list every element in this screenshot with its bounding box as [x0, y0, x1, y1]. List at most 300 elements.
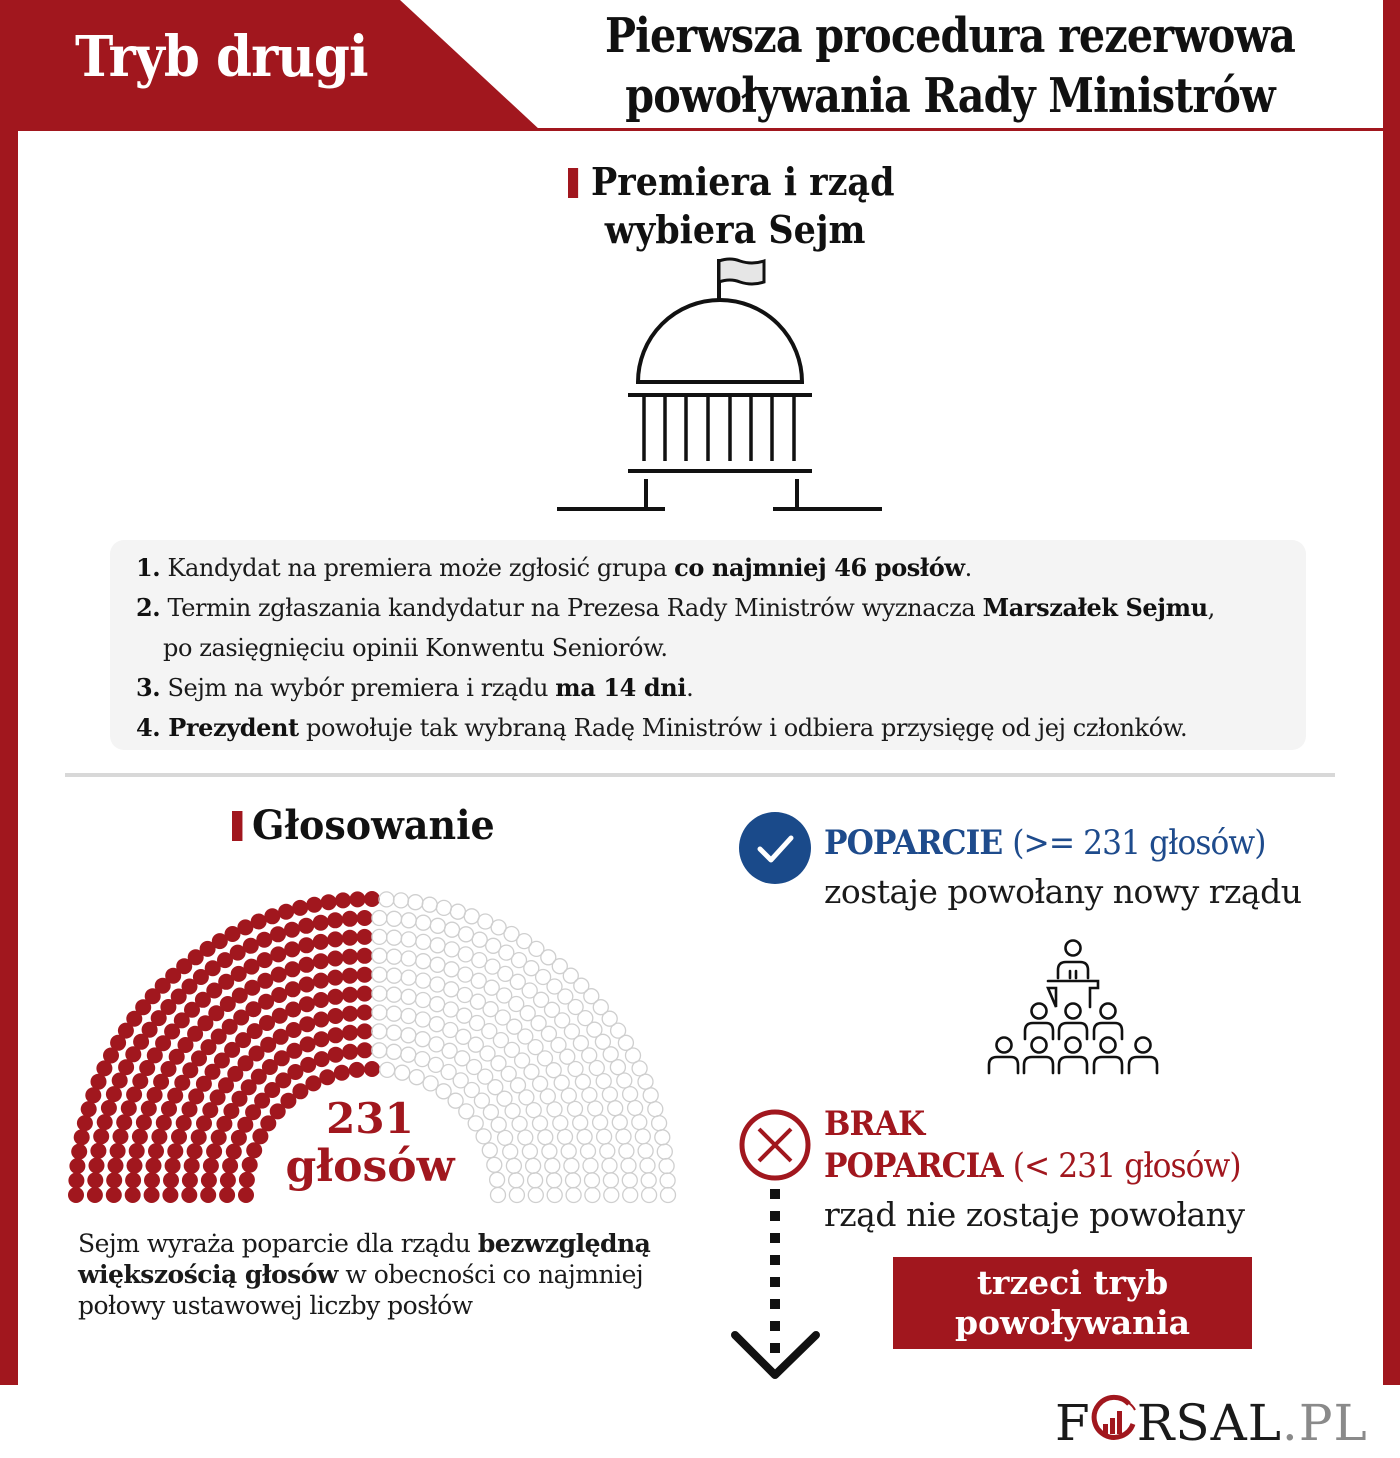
seat-support [357, 910, 373, 926]
seat-other [495, 1010, 510, 1025]
seat-support [251, 1069, 267, 1085]
seat-other [603, 1047, 618, 1062]
seat-support [292, 900, 308, 916]
seat-other [380, 1062, 395, 1077]
seat-support [205, 960, 221, 976]
seat-support [220, 996, 236, 1012]
check-circle-icon [739, 812, 811, 884]
seat-other [564, 1024, 579, 1039]
seat-other [546, 1063, 561, 1078]
seat-support [93, 1128, 109, 1144]
seat-support [357, 1042, 373, 1058]
seat-other [505, 1104, 520, 1119]
seat-support [357, 986, 373, 1002]
seat-support [247, 1023, 263, 1039]
seat-support [239, 1172, 255, 1188]
seat-support [69, 1158, 85, 1174]
seat-support [171, 989, 187, 1005]
seat-other [526, 1158, 541, 1173]
seat-other [441, 1065, 456, 1080]
rule-item [136, 668, 1306, 708]
seat-support [188, 1088, 204, 1104]
support-title [824, 822, 1266, 864]
seat-support [142, 1022, 158, 1038]
section-title-line2: wybiera Sejm [604, 207, 866, 252]
seat-support [200, 1187, 216, 1203]
seat-other [493, 1033, 508, 1048]
seat-other [372, 1024, 387, 1039]
seat-other [372, 1043, 387, 1058]
seat-support [275, 1072, 291, 1088]
seat-other [470, 994, 485, 1009]
seat-other [511, 1078, 526, 1093]
seat-support [237, 1117, 253, 1133]
seat-support [313, 1031, 329, 1047]
seat-support [81, 1101, 97, 1117]
seat-other [504, 927, 519, 942]
seat-support [97, 1114, 113, 1130]
seat-other [498, 1130, 513, 1145]
seat-other [415, 1012, 430, 1027]
seat-support [321, 894, 337, 910]
seats-count-unit: głosów [285, 1141, 455, 1192]
rule-number: 1. [136, 553, 161, 582]
seat-support [125, 1187, 141, 1203]
seat-other [478, 1069, 493, 1084]
seat-other [515, 1053, 530, 1068]
section-marker [568, 168, 578, 198]
seat-support [271, 987, 287, 1003]
seat-other [533, 1076, 548, 1091]
seat-support [71, 1144, 87, 1160]
seat-other [612, 1115, 627, 1130]
seat-other [470, 1016, 485, 1031]
desc-text-bold: bezwzględną większością głosów [78, 1229, 651, 1289]
seat-other [372, 986, 387, 1001]
seat-support [160, 999, 176, 1015]
seat-other [372, 1005, 387, 1020]
seat-other [528, 1188, 543, 1203]
seat-support [313, 973, 329, 989]
seat-other [501, 1066, 516, 1081]
seat-support [188, 949, 204, 965]
seat-support [101, 1100, 117, 1116]
seat-support [162, 1187, 178, 1203]
seat-other [491, 1056, 506, 1071]
seat-other [490, 1172, 505, 1187]
seats-count-number: 231 [326, 1094, 414, 1143]
forsal-logo[interactable] [1055, 1393, 1368, 1453]
seat-support [306, 897, 322, 913]
seat-support [342, 1006, 358, 1022]
seat-support [327, 989, 343, 1005]
section-title-voting [232, 800, 495, 852]
seat-support [335, 892, 351, 908]
seat-support [174, 1075, 190, 1091]
seat-support [125, 1046, 141, 1062]
seat-support [125, 1172, 141, 1188]
seat-other [476, 1129, 491, 1144]
seat-other [401, 1028, 416, 1043]
seat-support [349, 1062, 365, 1078]
seat-other [429, 1017, 444, 1032]
seat-other [604, 1188, 619, 1203]
seat-other [638, 1143, 653, 1158]
seat-other [428, 1057, 443, 1072]
x-circle-icon [738, 1108, 812, 1182]
seat-other [551, 1038, 566, 1053]
rule-text: Termin zgłaszania kandydatur na Prezesa Rady Ministrów wyznacza [160, 594, 983, 622]
seat-other [457, 988, 472, 1003]
seat-other [632, 1115, 647, 1130]
rule-item [136, 588, 1306, 628]
seat-support [328, 1008, 344, 1024]
voting-description [78, 1228, 698, 1321]
seat-support [313, 992, 329, 1008]
seat-other [485, 959, 500, 974]
seat-support [231, 1130, 247, 1146]
seat-other [547, 1173, 562, 1188]
seat-other [564, 1158, 579, 1173]
seat-support [270, 946, 286, 962]
seat-support [121, 1100, 137, 1116]
seat-support [313, 953, 329, 969]
seat-other [430, 957, 445, 972]
seat-other [582, 1048, 597, 1063]
seat-other [372, 911, 387, 926]
seat-other [577, 1129, 592, 1144]
desc-text: Sejm wyraża poparcie dla rządu [78, 1229, 478, 1258]
seat-support [342, 968, 358, 984]
seat-other [528, 1173, 543, 1188]
seat-support [187, 1143, 203, 1159]
seat-other [510, 974, 525, 989]
seat-support [217, 952, 233, 968]
seat-support [146, 1158, 162, 1174]
seat-other [623, 1087, 638, 1102]
seat-support [161, 1101, 177, 1117]
seat-other [626, 1048, 641, 1063]
seat-other [593, 1000, 608, 1015]
seat-other [471, 973, 486, 988]
seat-support [226, 1144, 242, 1160]
desc-text: w obecności co najmniej połowy ustawowej liczby posłów [78, 1260, 644, 1320]
seat-support [129, 1143, 145, 1159]
seat-support [342, 1025, 358, 1041]
seat-other [442, 1043, 457, 1058]
no-support-label-line1: BRAK [824, 1104, 925, 1144]
seat-support [287, 1064, 303, 1080]
seat-support [254, 1093, 270, 1109]
seat-other [619, 1144, 634, 1159]
seat-other [573, 1115, 588, 1130]
seat-other [468, 1116, 483, 1131]
logo-suffix: .PL [1281, 1394, 1368, 1452]
seat-support [350, 891, 366, 907]
third-mode-button[interactable] [893, 1257, 1252, 1349]
seat-other [444, 962, 459, 977]
seat-support [85, 1087, 101, 1103]
seat-other [641, 1173, 656, 1188]
seat-support [252, 1128, 268, 1144]
seat-other [457, 1008, 472, 1023]
seat-other [467, 1060, 482, 1075]
seat-support [218, 974, 234, 990]
seat-support [205, 1064, 221, 1080]
seat-other [640, 1158, 655, 1173]
seat-support [201, 1172, 217, 1188]
seat-other [491, 920, 506, 935]
rule-text: . [686, 674, 694, 702]
seat-support [299, 1016, 315, 1032]
third-mode-line2: powoływania [954, 1303, 1191, 1342]
seat-other [602, 1087, 617, 1102]
seat-other [401, 1047, 416, 1062]
seat-other [545, 1002, 560, 1017]
seat-support [155, 978, 171, 994]
seat-other [444, 942, 459, 957]
seat-support [118, 1023, 134, 1039]
seat-support [91, 1074, 107, 1090]
seat-other [610, 1060, 625, 1075]
seat-other [401, 970, 416, 985]
seat-other [585, 1188, 600, 1203]
seat-other [486, 938, 501, 953]
seat-support [155, 1035, 171, 1051]
seat-other [524, 1064, 539, 1079]
section-title-appointment [568, 158, 899, 254]
seat-support [195, 992, 211, 1008]
seat-support [212, 933, 228, 949]
seat-other [395, 1065, 410, 1080]
seat-support [193, 969, 209, 985]
dotted-arrow-down-icon [727, 1185, 827, 1385]
seat-support [206, 983, 222, 999]
seat-other [531, 1016, 546, 1031]
seat-other [387, 949, 402, 964]
seat-other [458, 967, 473, 982]
seat-support [222, 1158, 238, 1174]
seat-other [593, 1115, 608, 1130]
seat-other [587, 1022, 602, 1037]
seat-other [560, 1049, 575, 1064]
rule-text: Sejm na wybór premiera i rządu [160, 674, 556, 702]
seat-support [298, 918, 314, 934]
seat-support [259, 1015, 275, 1031]
seat-support [334, 1065, 350, 1081]
seat-support [165, 968, 181, 984]
seat-support [237, 919, 253, 935]
seat-support [103, 1048, 119, 1064]
seat-other [401, 989, 416, 1004]
seat-support [274, 1050, 290, 1066]
seat-other [491, 1188, 506, 1203]
seat-support [110, 1035, 126, 1051]
seat-support [257, 952, 273, 968]
seat-support [264, 908, 280, 924]
seat-other [444, 982, 459, 997]
seat-support [299, 996, 315, 1012]
seat-other [512, 1116, 527, 1131]
seat-support [222, 1019, 238, 1035]
seat-other [498, 966, 513, 981]
logo-prefix: F [1055, 1394, 1091, 1452]
seat-other [488, 1080, 503, 1095]
seat-other [450, 904, 465, 919]
seat-other [509, 997, 524, 1012]
seat-other [445, 922, 460, 937]
seat-other [430, 997, 445, 1012]
seat-other [659, 1159, 674, 1174]
seat-other [526, 1103, 541, 1118]
seat-support [245, 1104, 261, 1120]
seat-other [509, 1188, 524, 1203]
seat-other [632, 1061, 647, 1076]
seats-count-label [270, 1095, 470, 1191]
seat-other [573, 1036, 588, 1051]
seat-support [147, 1047, 163, 1063]
seat-support [225, 926, 241, 942]
seat-other [585, 1173, 600, 1188]
seat-support [197, 1015, 213, 1031]
seat-other [512, 953, 527, 968]
seat-support [182, 979, 198, 995]
seat-other [583, 1158, 598, 1173]
seat-support [68, 1187, 84, 1203]
seat-other [582, 1088, 597, 1103]
seat-support [286, 1043, 302, 1059]
seat-support [106, 1172, 122, 1188]
seat-other [595, 1034, 610, 1049]
seat-other [522, 1144, 537, 1159]
seat-other [660, 1173, 675, 1188]
seat-support [249, 1046, 265, 1062]
seat-other [603, 1173, 618, 1188]
seat-support [327, 931, 343, 947]
section-title-line1: Premiera i rząd [591, 159, 895, 204]
seat-support [165, 1158, 181, 1174]
seat-other [482, 1024, 497, 1039]
seat-other [584, 989, 599, 1004]
seat-support [132, 1129, 148, 1145]
seat-other [602, 1011, 617, 1026]
logo-chart-o-icon [1091, 1394, 1137, 1444]
seat-other [554, 1075, 569, 1090]
seat-other [484, 980, 499, 995]
seat-other [472, 953, 487, 968]
seat-other [618, 1035, 633, 1050]
seat-other [472, 932, 487, 947]
rule-number: 4. [136, 713, 161, 742]
seat-other [541, 950, 556, 965]
seat-support [219, 1187, 235, 1203]
frame-left-bar [0, 0, 18, 1385]
seat-other [416, 915, 431, 930]
no-support-condition: (< 231 głosów) [1012, 1146, 1241, 1186]
seat-support [181, 1187, 197, 1203]
seat-support [223, 1103, 239, 1119]
rules-list [110, 540, 1306, 750]
seat-other [558, 1129, 573, 1144]
seat-other [566, 1173, 581, 1188]
seat-support [148, 1143, 164, 1159]
seat-other [387, 1025, 402, 1040]
seat-support [357, 948, 373, 964]
seat-other [522, 983, 537, 998]
seat-other [628, 1101, 643, 1116]
seat-support [167, 1088, 183, 1104]
no-support-label-line2: POPARCIA [824, 1146, 1003, 1186]
seat-support [187, 1026, 203, 1042]
seat-other [401, 913, 416, 928]
seat-support [216, 1116, 232, 1132]
seat-support [299, 957, 315, 973]
seat-support [220, 1172, 236, 1188]
seat-support [357, 1005, 373, 1021]
frame-right-bar [1383, 0, 1400, 1385]
seat-other [578, 1011, 593, 1026]
parliament-building-icon [552, 255, 887, 517]
seat-other [566, 1188, 581, 1203]
seat-support [251, 914, 267, 930]
seat-other [409, 1070, 424, 1085]
third-mode-line1: trzeci tryb [976, 1263, 1169, 1302]
seat-other [415, 1052, 430, 1067]
seat-other [533, 1116, 548, 1131]
seat-support [136, 1114, 152, 1130]
seat-other [575, 1074, 590, 1089]
seat-other [561, 1144, 576, 1159]
rule-text-bold: co najmniej 46 posłów [674, 553, 965, 582]
section-divider [65, 773, 1335, 777]
rule-text-bold: Marszałek Sejmu [982, 593, 1208, 622]
seat-support [243, 938, 259, 954]
seat-other [506, 1158, 521, 1173]
page-title-line1: Pierwsza procedura rezerwowa [604, 8, 1296, 64]
seat-support [285, 961, 301, 977]
seat-other [611, 1023, 626, 1038]
seat-support [214, 1053, 230, 1069]
seat-other [468, 1037, 483, 1052]
seat-other [401, 932, 416, 947]
seat-support [161, 1061, 177, 1077]
seat-other [394, 893, 409, 908]
seat-support [126, 1087, 142, 1103]
seat-support [211, 1029, 227, 1045]
seat-support [284, 922, 300, 938]
seat-support [231, 966, 247, 982]
seat-other [509, 1173, 524, 1188]
seat-other [568, 1101, 583, 1116]
seat-support [314, 1051, 330, 1067]
seat-other [600, 1144, 615, 1159]
seat-support [271, 967, 287, 983]
seat-support [238, 1055, 254, 1071]
seat-support [245, 1001, 261, 1017]
seat-other [408, 895, 423, 910]
seat-other [597, 1129, 612, 1144]
seat-other [483, 1002, 498, 1017]
rule-item [136, 548, 1306, 588]
seat-support [241, 1079, 257, 1095]
seat-support [319, 1069, 335, 1085]
rule-item-continuation: po zasięgnięciu opinii Konwentu Seniorów. [163, 634, 668, 662]
seat-support [235, 1032, 251, 1048]
seat-support [328, 1047, 344, 1063]
seat-support [206, 1143, 222, 1159]
seat-support [286, 1022, 302, 1038]
seat-support [357, 929, 373, 945]
